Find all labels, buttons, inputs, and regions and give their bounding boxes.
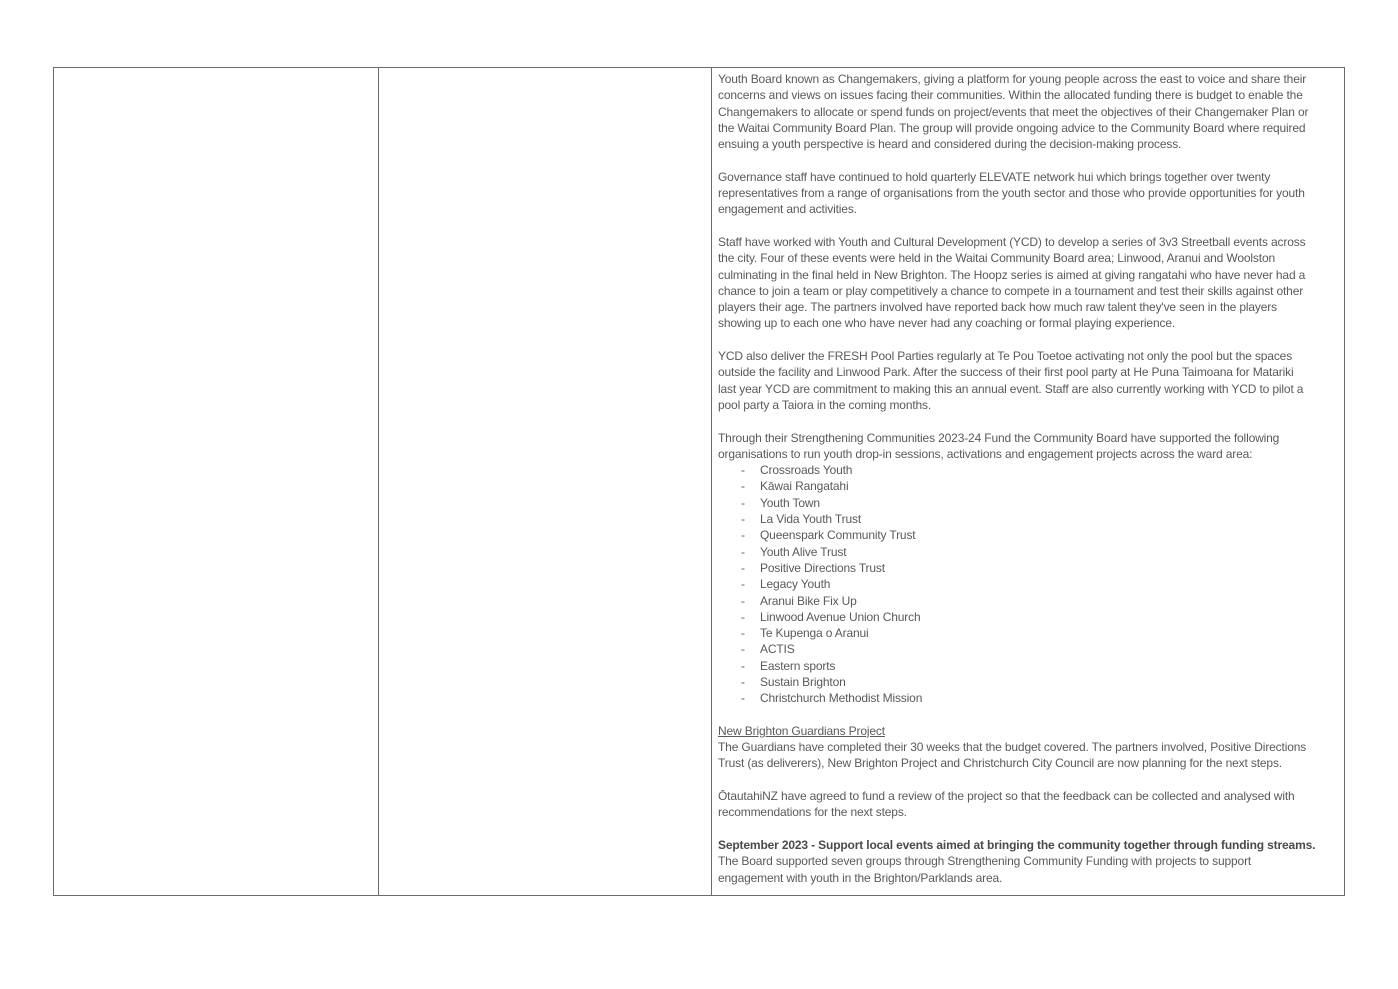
organisation-name: La Vida Youth Trust — [760, 512, 862, 527]
bullet-dash: - — [741, 495, 745, 510]
bullet-dash: - — [741, 658, 745, 673]
paragraph-spacer — [718, 332, 1340, 348]
paragraph-line: The Board supported seven groups through Strengthening Community Funding with projects to support — [718, 854, 1252, 869]
organisation-list-item — [718, 462, 1340, 478]
paragraph-line: Changemakers to allocate or spend funds on project/events that meet the objectives of their Changemaker Plan or — [718, 104, 1309, 119]
details-cell — [718, 71, 1340, 886]
paragraph-spacer — [718, 707, 1340, 723]
bullet-dash: - — [741, 577, 745, 592]
paragraph-spacer — [718, 152, 1340, 168]
organisation-name: Legacy Youth — [760, 577, 831, 592]
organisation-list-item — [718, 478, 1340, 494]
organisation-list-item — [718, 495, 1340, 511]
september-heading: September 2023 - Support local events aimed at bringing the community together through funding streams. — [718, 837, 1316, 852]
paragraph-line: YCD also deliver the FRESH Pool Parties regularly at Te Pou Toetoe activating not only the pool but the spaces — [718, 349, 1293, 364]
organisation-name: Eastern sports — [760, 658, 836, 673]
organisation-list-item — [718, 527, 1340, 543]
paragraph-line: The Guardians have completed their 30 weeks that the budget covered. The partners involved, Positive Directions — [718, 740, 1307, 755]
bullet-dash: - — [741, 463, 745, 478]
paragraph-line: chance to join a team or play competitively a chance to compete in a tournament and test their skills against other — [718, 283, 1304, 298]
organisation-list-item — [718, 544, 1340, 560]
bullet-dash: - — [741, 593, 745, 608]
paragraph-line: ensuing a youth perspective is heard and considered during the decision-making process. — [718, 137, 1182, 152]
paragraph-spacer — [718, 821, 1340, 837]
report-table — [53, 67, 1345, 896]
organisation-list-item — [718, 560, 1340, 576]
bullet-dash: - — [741, 528, 745, 543]
paragraph-line: pool party a Taiora in the coming months. — [718, 397, 932, 412]
organisation-name: Youth Alive Trust — [760, 544, 847, 559]
bullet-dash: - — [741, 674, 745, 689]
organisation-list-item — [718, 625, 1340, 641]
organisation-list-item — [718, 593, 1340, 609]
organisation-list-item — [718, 511, 1340, 527]
paragraph-line: Youth Board known as Changemakers, giving a platform for young people across the east to voice and share their — [718, 72, 1307, 86]
paragraph-spacer — [718, 413, 1340, 429]
guardians-heading: New Brighton Guardians Project — [718, 723, 885, 738]
organisation-name: Te Kupenga o Aranui — [760, 626, 869, 641]
paragraph-line: outside the facility and Linwood Park. After the success of their first pool party at He Puna Taimoana for Matariki — [718, 365, 1294, 380]
paragraph-line: Trust (as deliverers), New Brighton Project and Christchurch City Council are now planning for the next steps. — [718, 756, 1282, 771]
bullet-dash: - — [741, 642, 745, 657]
paragraph-line: showing up to each one who have never had any coaching or formal playing experience. — [718, 316, 1176, 331]
organisation-name: Queenspark Community Trust — [760, 528, 916, 543]
organisation-list-item — [718, 641, 1340, 657]
paragraph-line: the city. Four of these events were held in the Waitai Community Board area; Linwood, Aranui and Woolston — [718, 251, 1275, 266]
column-divider — [711, 68, 712, 895]
paragraph-spacer — [718, 218, 1340, 234]
organisation-name: Christchurch Methodist Mission — [760, 691, 923, 706]
column-divider — [378, 68, 379, 895]
organisation-name: Positive Directions Trust — [760, 560, 885, 575]
paragraph-line: players their age. The partners involved have reported back how much raw talent they've seen in the players — [718, 300, 1278, 315]
paragraph-line: engagement and activities. — [718, 202, 857, 217]
organisation-name: ACTIS — [760, 642, 795, 657]
bullet-dash: - — [741, 512, 745, 527]
organisation-list-item — [718, 576, 1340, 592]
paragraph-line: engagement with youth in the Brighton/Parklands area. — [718, 870, 1003, 885]
paragraph-line: last year YCD are commitment to making this an annual event. Staff are also currently working with YCD to pilot a — [718, 381, 1304, 396]
organisation-list-item — [718, 658, 1340, 674]
paragraph-spacer — [718, 772, 1340, 788]
paragraph-line: concerns and views on issues facing their communities. Within the allocated funding there is budget to enable the — [718, 88, 1303, 103]
bullet-dash: - — [741, 544, 745, 559]
paragraph-line: the Waitai Community Board Plan. The group will provide ongoing advice to the Community Board where required — [718, 120, 1306, 135]
organisation-name: Crossroads Youth — [760, 463, 853, 478]
bullet-dash: - — [741, 560, 745, 575]
paragraph-line: Through their Strengthening Communities 2023-24 Fund the Community Board have supported the following — [718, 430, 1280, 445]
paragraph-line: recommendations for the next steps. — [718, 805, 907, 820]
paragraph-line: Governance staff have continued to hold quarterly ELEVATE network hui which brings together over twenty — [718, 169, 1271, 184]
organisation-list-item — [718, 674, 1340, 690]
paragraph-line: organisations to run youth drop-in sessions, activations and engagement projects across the ward area: — [718, 446, 1253, 461]
bullet-dash: - — [741, 626, 745, 641]
organisation-name: Sustain Brighton — [760, 674, 846, 689]
paragraph-line: ŌtautahiNZ have agreed to fund a review of the project so that the feedback can be collected and analysed with — [718, 789, 1295, 804]
paragraph-line: Staff have worked with Youth and Cultural Development (YCD) to develop a series of 3v3 Streetball events across — [718, 234, 1306, 249]
bullet-dash: - — [741, 691, 745, 706]
paragraph-line: culminating in the final held in New Brighton. The Hoopz series is aimed at giving rangatahi who have never had a — [718, 267, 1306, 282]
organisation-list-item — [718, 690, 1340, 706]
organisation-name: Youth Town — [760, 495, 820, 510]
organisation-name: Linwood Avenue Union Church — [760, 609, 921, 624]
paragraph-line: representatives from a range of organisations from the youth sector and those who provide opportunities for youth — [718, 186, 1305, 201]
bullet-dash: - — [741, 609, 745, 624]
organisation-name: Kāwai Rangatahi — [760, 479, 849, 494]
organisation-name: Aranui Bike Fix Up — [760, 593, 857, 608]
bullet-dash: - — [741, 479, 745, 494]
organisation-list-item — [718, 609, 1340, 625]
